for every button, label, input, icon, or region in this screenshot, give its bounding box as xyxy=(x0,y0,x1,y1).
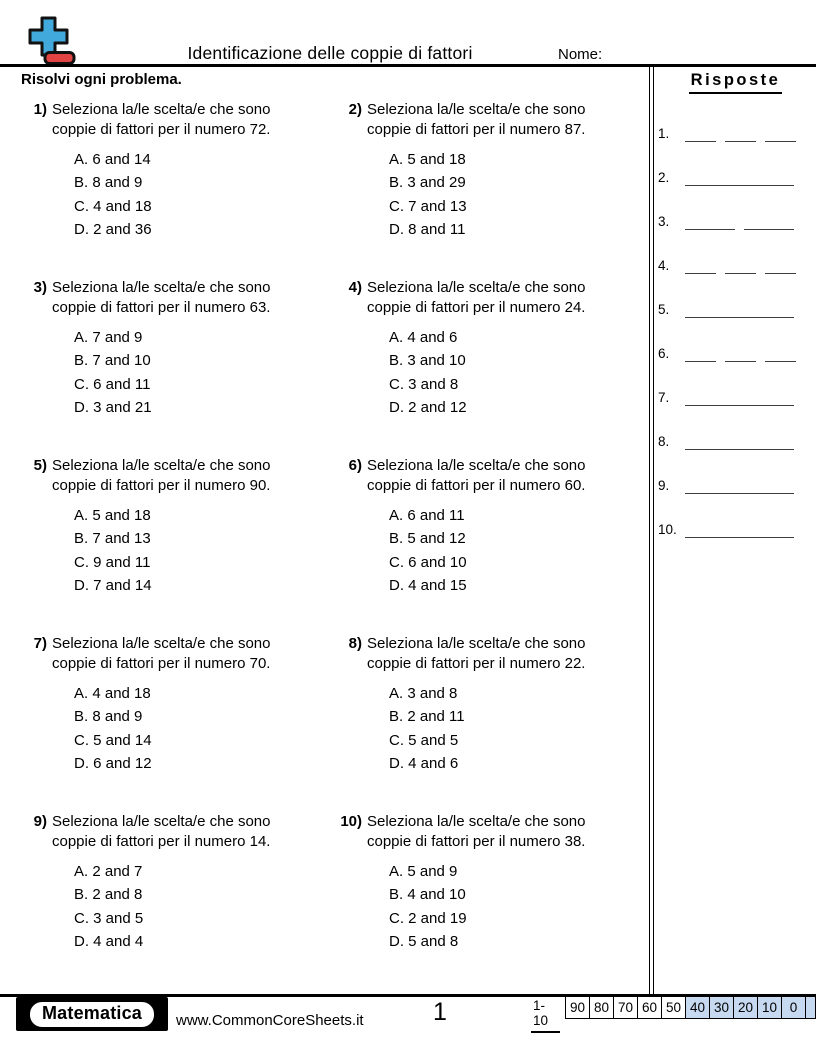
choice-list xyxy=(74,504,270,598)
choice-d: D. 2 and 12 xyxy=(389,399,467,417)
problem-text-line2: coppie di fattori per il numero 22. xyxy=(367,654,586,672)
choice-d: D. 2 and 36 xyxy=(74,221,152,239)
choice-list xyxy=(74,860,270,954)
problem-text xyxy=(367,456,585,495)
problem-2 xyxy=(339,100,639,242)
problem-text-line2: coppie di fattori per il numero 14. xyxy=(52,832,271,850)
choice-b: B. 7 and 10 xyxy=(74,352,151,370)
score-cell: 80 xyxy=(590,997,614,1018)
answer-number: 2. xyxy=(658,170,670,185)
score-cell: 30 xyxy=(710,997,734,1018)
choice-list xyxy=(74,326,270,420)
answer-number: 10. xyxy=(658,522,677,537)
problem-number: 7) xyxy=(33,635,47,652)
choice-d: D. 5 and 8 xyxy=(389,933,459,951)
answer-number: 5. xyxy=(658,302,670,317)
problem-text xyxy=(367,812,585,851)
problem-text-line1: Seleziona la/le scelta/e che sono xyxy=(52,279,271,296)
problem-text-line2: coppie di fattori per il numero 70. xyxy=(52,654,271,672)
brand-logo xyxy=(16,997,168,1031)
problem-9 xyxy=(24,812,324,954)
problem-text-line2: coppie di fattori per il numero 60. xyxy=(367,476,586,494)
choice-c: C. 4 and 18 xyxy=(74,197,152,215)
answer-blank[interactable] xyxy=(685,522,794,538)
problem-number: 5) xyxy=(33,457,47,474)
choice-a: A. 5 and 18 xyxy=(389,151,466,168)
problem-number: 1) xyxy=(33,101,47,118)
choice-c: C. 3 and 5 xyxy=(74,909,144,927)
answer-blank[interactable] xyxy=(685,214,735,230)
problem-4 xyxy=(339,278,639,420)
choice-d: D. 4 and 6 xyxy=(389,755,459,773)
answer-number: 8. xyxy=(658,434,670,449)
answers-divider xyxy=(649,67,654,995)
problem-3 xyxy=(24,278,324,420)
website-link[interactable]: www.CommonCoreSheets.it xyxy=(176,1012,364,1029)
answers-header: Risposte xyxy=(655,71,816,94)
choice-d: D. 8 and 11 xyxy=(389,221,466,239)
choice-c: C. 2 and 19 xyxy=(389,909,467,927)
answer-blank[interactable] xyxy=(685,390,794,406)
choice-a: A. 4 and 6 xyxy=(389,329,458,346)
problem-text-line1: Seleziona la/le scelta/e che sono xyxy=(367,279,586,296)
problem-number: 8) xyxy=(348,635,362,652)
answer-row-4 xyxy=(658,258,810,274)
choice-a: A. 5 and 9 xyxy=(389,863,458,880)
choice-d: D. 4 and 4 xyxy=(74,933,144,951)
problem-text-line2: coppie di fattori per il numero 63. xyxy=(52,298,271,316)
problem-7 xyxy=(24,634,324,776)
choice-list xyxy=(389,860,585,954)
problem-text-line1: Seleziona la/le scelta/e che sono xyxy=(367,635,586,652)
choice-d: D. 4 and 15 xyxy=(389,577,467,595)
instructions: Risolvi ogni problema. xyxy=(21,71,182,88)
page-number: 1 xyxy=(433,998,447,1026)
plus-minus-logo-icon xyxy=(26,15,78,67)
answer-blank[interactable] xyxy=(765,346,796,362)
problem-text-line1: Seleziona la/le scelta/e che sono xyxy=(52,635,271,652)
score-cells xyxy=(565,996,816,1019)
answer-blank[interactable] xyxy=(685,170,794,186)
problem-text xyxy=(52,634,270,673)
problem-5 xyxy=(24,456,324,598)
score-cell: 40 xyxy=(686,997,710,1018)
choice-c: C. 3 and 8 xyxy=(389,375,459,393)
answer-blank[interactable] xyxy=(744,214,794,230)
score-cell: 20 xyxy=(734,997,758,1018)
answer-blank[interactable] xyxy=(725,126,756,142)
choice-a: A. 6 and 11 xyxy=(389,507,465,524)
problem-text xyxy=(52,456,270,495)
answer-row-2 xyxy=(658,170,810,186)
answer-row-5 xyxy=(658,302,810,318)
answer-row-8 xyxy=(658,434,810,450)
problem-text xyxy=(52,812,270,851)
problem-6 xyxy=(339,456,639,598)
choice-d: D. 3 and 21 xyxy=(74,399,152,417)
choice-list xyxy=(389,682,585,776)
header-rule xyxy=(0,64,816,67)
answer-blank[interactable] xyxy=(685,302,794,318)
problem-8 xyxy=(339,634,639,776)
problem-number: 2) xyxy=(348,101,362,118)
choice-b: B. 2 and 8 xyxy=(74,886,143,904)
answer-blank[interactable] xyxy=(685,478,794,494)
answer-row-3 xyxy=(658,214,810,230)
problem-text-line2: coppie di fattori per il numero 72. xyxy=(52,120,271,138)
problem-number: 10) xyxy=(340,813,362,830)
problem-10 xyxy=(339,812,639,954)
choice-c: C. 9 and 11 xyxy=(74,553,151,571)
choice-c: C. 6 and 10 xyxy=(389,553,467,571)
answer-blank[interactable] xyxy=(685,434,794,450)
answer-blank[interactable] xyxy=(685,258,716,274)
problem-text xyxy=(52,278,270,317)
problem-text xyxy=(52,100,270,139)
choice-a: A. 2 and 7 xyxy=(74,863,143,880)
score-cell: 10 xyxy=(758,997,782,1018)
problem-text-line2: coppie di fattori per il numero 87. xyxy=(367,120,586,138)
choice-b: B. 5 and 12 xyxy=(389,530,466,548)
problem-text xyxy=(367,634,585,673)
problem-text-line1: Seleziona la/le scelta/e che sono xyxy=(52,101,271,118)
answer-number: 9. xyxy=(658,478,670,493)
choice-b: B. 8 and 9 xyxy=(74,708,143,726)
problem-text-line1: Seleziona la/le scelta/e che sono xyxy=(367,457,586,474)
answer-blank[interactable] xyxy=(725,258,756,274)
problem-text-line2: coppie di fattori per il numero 38. xyxy=(367,832,586,850)
answer-blank[interactable] xyxy=(725,346,756,362)
choice-b: B. 3 and 29 xyxy=(389,174,466,192)
answer-row-7 xyxy=(658,390,810,406)
choice-a: A. 4 and 18 xyxy=(74,685,151,702)
choice-b: B. 8 and 9 xyxy=(74,174,143,192)
score-table xyxy=(531,996,816,1033)
choice-a: A. 7 and 9 xyxy=(74,329,143,346)
choice-list xyxy=(74,682,270,776)
brand-label: Matematica xyxy=(27,999,157,1030)
choice-c: C. 5 and 5 xyxy=(389,731,459,749)
answer-row-1 xyxy=(658,126,810,142)
choice-b: B. 2 and 11 xyxy=(389,708,465,726)
choice-a: A. 6 and 14 xyxy=(74,151,151,168)
score-cell: 70 xyxy=(614,997,638,1018)
answer-number: 4. xyxy=(658,258,670,273)
score-cell: 90 xyxy=(566,997,590,1018)
problem-number: 9) xyxy=(33,813,47,830)
score-cell: 50 xyxy=(662,997,686,1018)
choice-list xyxy=(389,504,585,598)
answer-row-10 xyxy=(658,522,810,538)
problem-number: 3) xyxy=(33,279,47,296)
choice-b: B. 4 and 10 xyxy=(389,886,466,904)
answer-row-6 xyxy=(658,346,810,362)
choice-b: B. 3 and 10 xyxy=(389,352,466,370)
choice-c: C. 7 and 13 xyxy=(389,197,467,215)
choice-list xyxy=(389,148,585,242)
choice-list xyxy=(389,326,585,420)
choice-d: D. 7 and 14 xyxy=(74,577,152,595)
choice-a: A. 3 and 8 xyxy=(389,685,458,702)
problem-1 xyxy=(24,100,324,242)
choice-list xyxy=(74,148,270,242)
score-cell: 60 xyxy=(638,997,662,1018)
problem-text-line1: Seleziona la/le scelta/e che sono xyxy=(52,457,271,474)
answer-number: 6. xyxy=(658,346,670,361)
problem-text-line2: coppie di fattori per il numero 90. xyxy=(52,476,271,494)
answer-blank[interactable] xyxy=(765,258,796,274)
problem-text-line1: Seleziona la/le scelta/e che sono xyxy=(367,101,586,118)
problem-text-line1: Seleziona la/le scelta/e che sono xyxy=(52,813,271,830)
problem-text xyxy=(367,278,585,317)
answer-number: 1. xyxy=(658,126,670,141)
choice-b: B. 7 and 13 xyxy=(74,530,151,548)
problem-text xyxy=(367,100,585,139)
answer-number: 7. xyxy=(658,390,670,405)
problem-number: 6) xyxy=(348,457,362,474)
answer-blank[interactable] xyxy=(685,126,716,142)
problem-number: 4) xyxy=(348,279,362,296)
page-title: Identificazione delle coppie di fattori xyxy=(187,43,473,63)
choice-d: D. 6 and 12 xyxy=(74,755,152,773)
problem-text-line2: coppie di fattori per il numero 24. xyxy=(367,298,586,316)
answer-blank[interactable] xyxy=(765,126,796,142)
choice-a: A. 5 and 18 xyxy=(74,507,151,524)
name-label: Nome: xyxy=(558,46,603,63)
problem-text-line1: Seleziona la/le scelta/e che sono xyxy=(367,813,586,830)
choice-c: C. 5 and 14 xyxy=(74,731,152,749)
choice-c: C. 6 and 11 xyxy=(74,375,151,393)
answer-row-9 xyxy=(658,478,810,494)
answer-blank[interactable] xyxy=(685,346,716,362)
score-cell: 0 xyxy=(782,997,806,1018)
answer-number: 3. xyxy=(658,214,670,229)
score-range-label: 1-10 xyxy=(531,996,560,1033)
